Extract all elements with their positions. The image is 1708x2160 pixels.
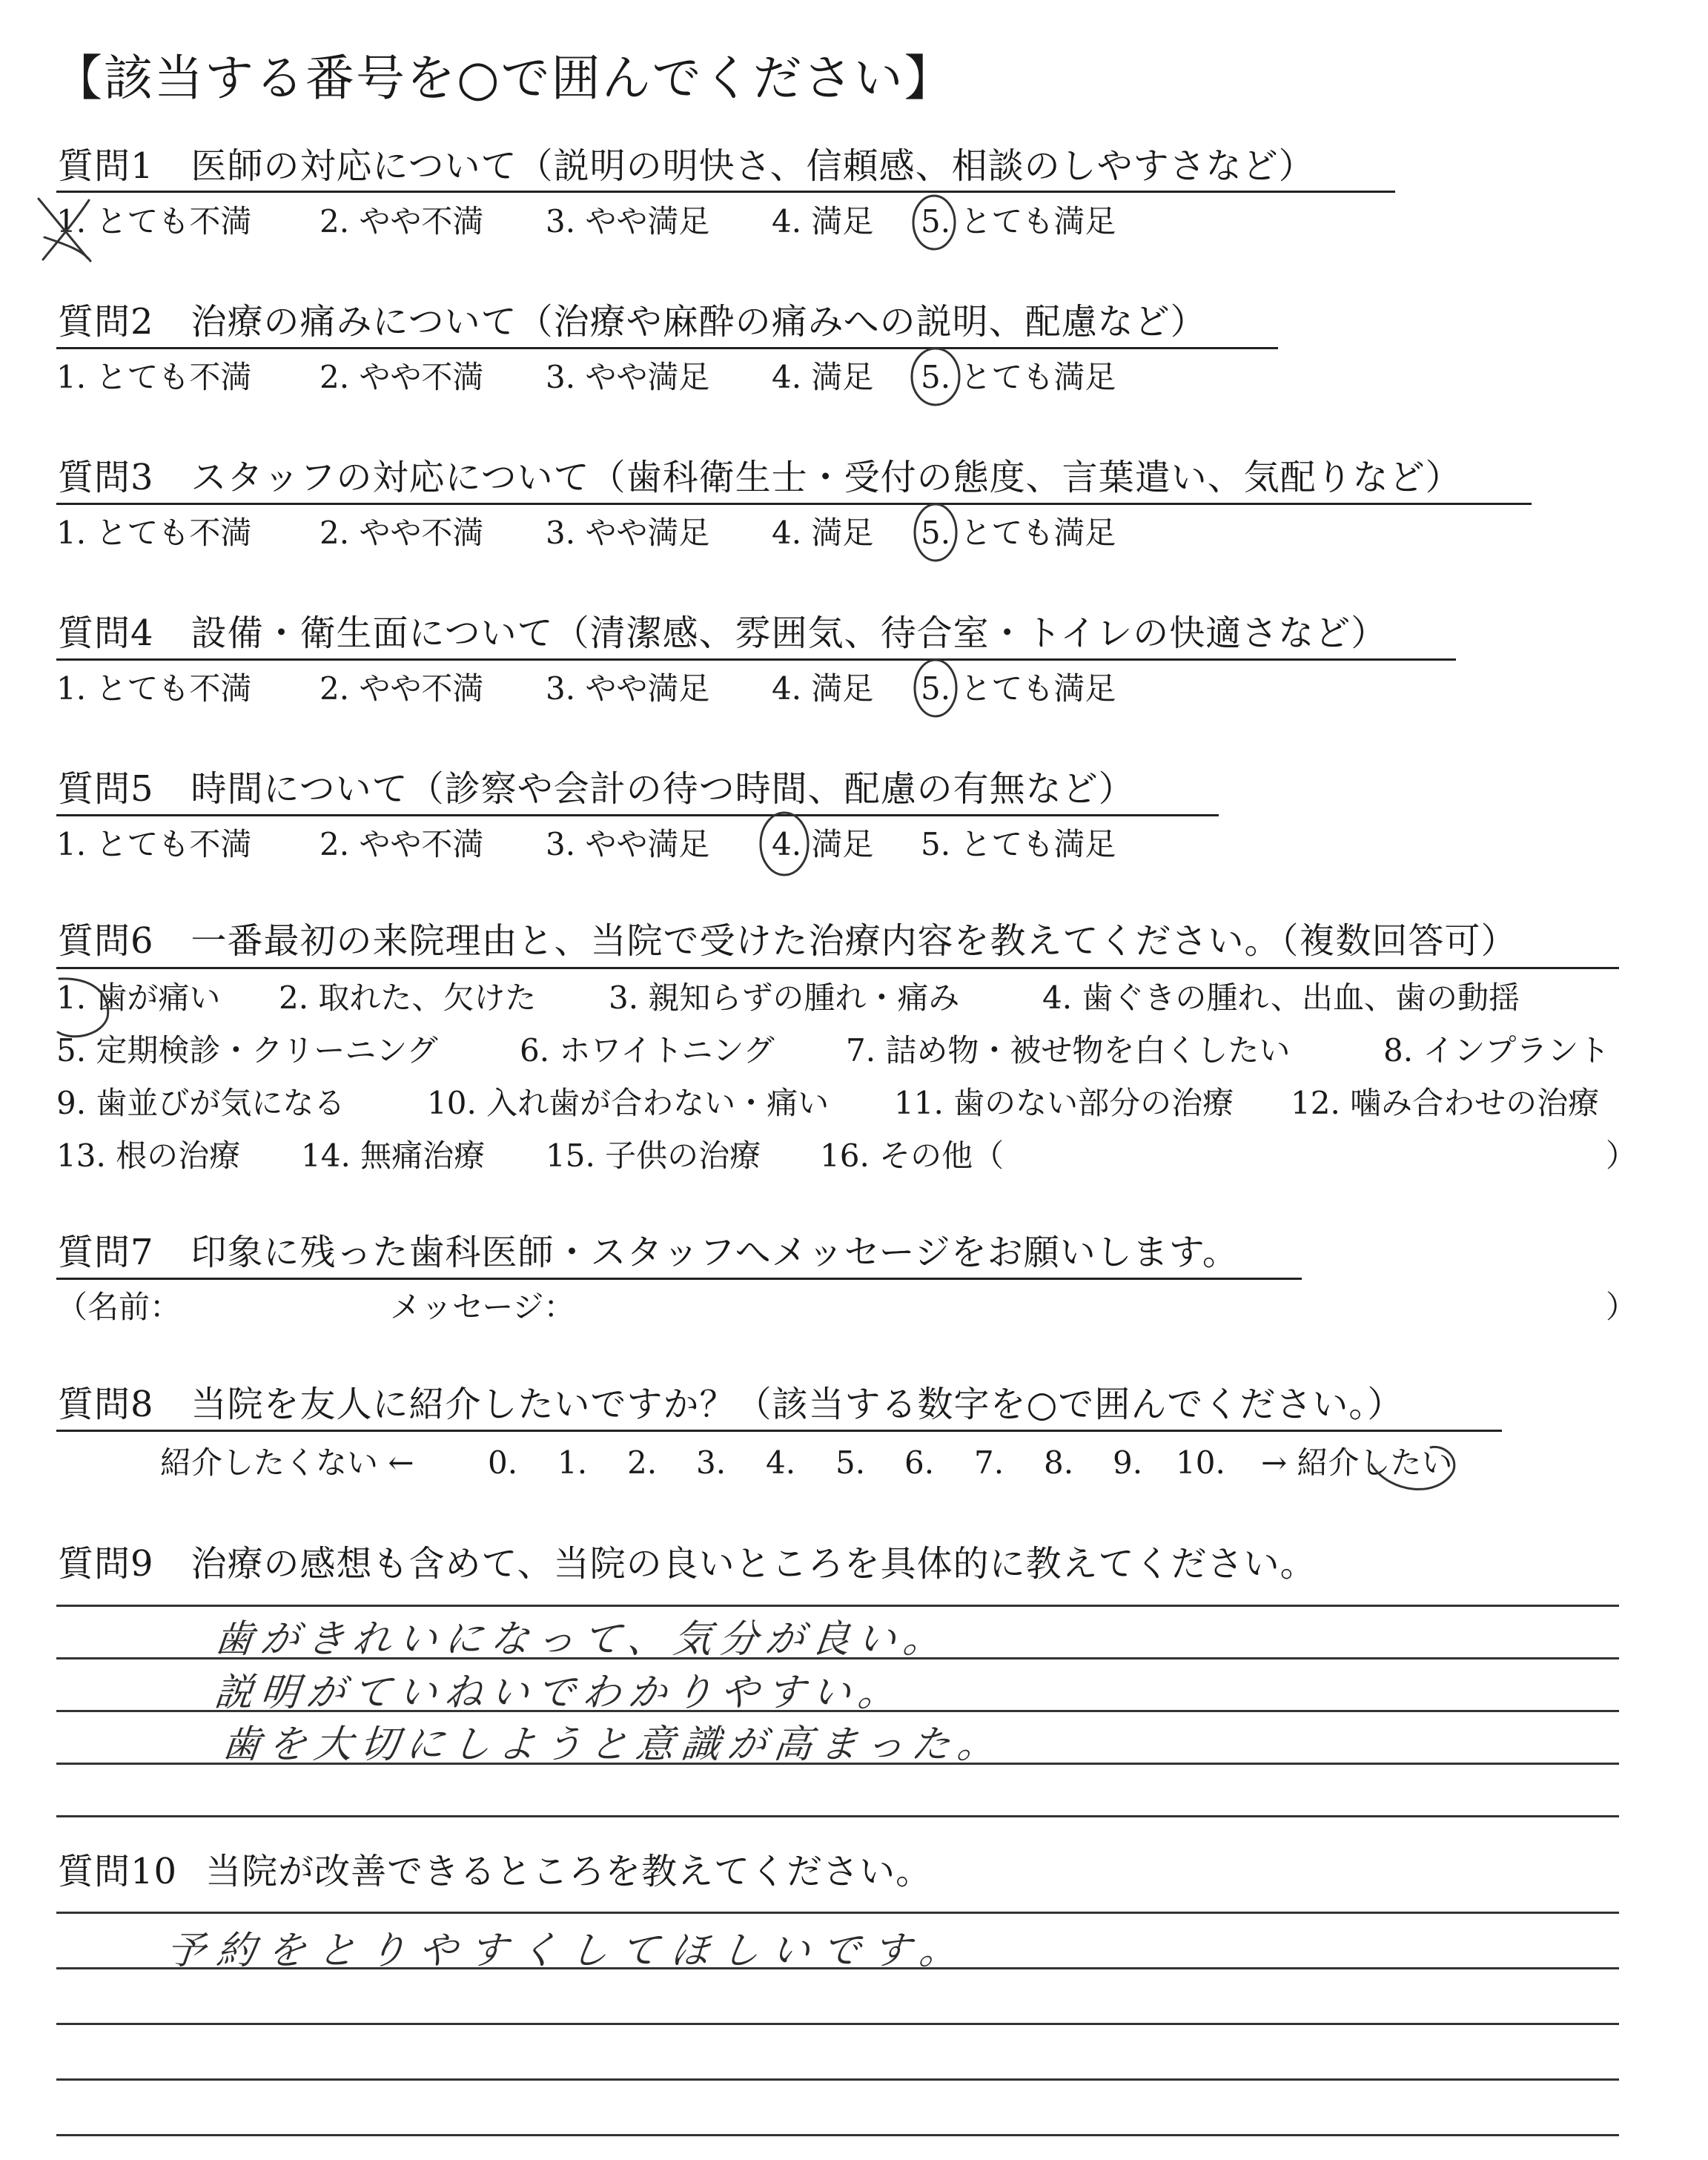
scale-7[interactable]: 7. — [974, 1444, 1004, 1481]
question-2-title — [58, 301, 1207, 343]
question-text: 時間について（診察や会計の待つ時間、配慮の有無など） — [191, 768, 1135, 810]
question-number: 質問8 — [58, 1384, 154, 1425]
question-rule — [56, 1278, 1302, 1280]
answer-line — [56, 1605, 1619, 1607]
scale-4[interactable]: 4. — [766, 1444, 796, 1481]
option-10[interactable]: 10. 入れ歯が合わない・痛い — [427, 1085, 830, 1121]
question-text: 治療の痛みについて（治療や麻酔の痛みへの説明、配慮など） — [191, 301, 1207, 343]
option-5[interactable]: 5. とても満足 — [921, 826, 1116, 862]
option-15[interactable]: 15. 子供の治療 — [546, 1137, 761, 1174]
question-10-title — [58, 1851, 933, 1892]
question-number: 質問6 — [58, 920, 154, 962]
scale-1[interactable]: 1. — [557, 1444, 588, 1481]
option-5[interactable]: 5. とても満足 — [921, 359, 1116, 395]
option-13[interactable]: 13. 根の治療 — [56, 1137, 241, 1174]
answer-line — [56, 1912, 1619, 1914]
name-label: （名前： — [56, 1289, 182, 1325]
answer-line — [56, 2023, 1619, 2025]
scale-2[interactable]: 2. — [627, 1444, 658, 1481]
question-7-title — [58, 1232, 1239, 1273]
answer-line — [56, 1815, 1619, 1817]
answer-line — [56, 2078, 1619, 2081]
option-12[interactable]: 12. 噛み合わせの治療 — [1291, 1085, 1600, 1121]
page-title: 【該当する番号を○で囲んでください】 — [53, 50, 955, 107]
question-rule — [56, 658, 1456, 661]
option-1[interactable]: 1. とても不満 — [56, 203, 252, 240]
question-rule — [56, 1430, 1502, 1432]
scale-0[interactable]: 0. — [488, 1444, 518, 1481]
option-4[interactable]: 4. 歯ぐきの腫れ、出血、歯の動揺 — [1042, 980, 1520, 1016]
question-rule — [56, 814, 1219, 816]
handwritten-answer: 予約をとりやすくしてほしいです。 — [164, 1929, 973, 1973]
scale-8[interactable]: 8. — [1044, 1444, 1074, 1481]
question-1-title — [58, 145, 1315, 187]
option-9[interactable]: 9. 歯並びが気になる — [56, 1085, 345, 1121]
question-text: 設備・衛生面について（清潔感、雰囲気、待合室・トイレの快適さなど） — [191, 612, 1388, 654]
option-4[interactable]: 4. 満足 — [772, 359, 874, 395]
question-number: 質問1 — [58, 145, 154, 187]
question-rule — [56, 967, 1619, 969]
option-3[interactable]: 3. やや満足 — [546, 203, 710, 240]
scale-3[interactable]: 3. — [696, 1444, 726, 1481]
scale-right-label[interactable]: → 紹介したい — [1261, 1444, 1453, 1481]
question-text: 治療の感想も含めて、当院の良いところを具体的に教えてください。 — [191, 1543, 1317, 1585]
question-text: 医師の対応について（説明の明快さ、信頼感、相談のしやすさなど） — [191, 145, 1315, 187]
option-4[interactable]: 4. 満足 — [772, 515, 874, 551]
option-3[interactable]: 3. やや満足 — [546, 515, 710, 551]
question-number: 質問10 — [58, 1851, 178, 1892]
option-11[interactable]: 11. 歯のない部分の治療 — [894, 1085, 1234, 1121]
option-14[interactable]: 14. 無痛治療 — [301, 1137, 486, 1174]
question-number: 質問5 — [58, 768, 154, 810]
question-3-title — [58, 457, 1462, 498]
option-3[interactable]: 3. やや満足 — [546, 670, 710, 707]
question-number: 質問7 — [58, 1232, 154, 1273]
option-2[interactable]: 2. やや不満 — [320, 515, 484, 551]
option-2[interactable]: 2. やや不満 — [320, 359, 484, 395]
option-16[interactable]: 16. その他（ — [820, 1137, 1004, 1174]
option-2[interactable]: 2. やや不満 — [320, 826, 484, 862]
option-1[interactable]: 1. とても不満 — [56, 359, 252, 395]
handwritten-answer: 説明がていねいでわかりやすい。 — [212, 1671, 907, 1715]
question-text: 一番最初の来院理由と、当院で受けた治療内容を教えてください。（複数回答可） — [191, 920, 1517, 962]
answer-line — [56, 2134, 1619, 2136]
question-number: 質問9 — [58, 1543, 154, 1585]
handwritten-answer: 歯がきれいになって、気分が良い。 — [212, 1617, 952, 1662]
option-4[interactable]: 4. 満足 — [772, 203, 874, 240]
scale-5[interactable]: 5. — [835, 1444, 866, 1481]
handwritten-answer: 歯を大切にしようと意識が高まった。 — [219, 1723, 1006, 1767]
option-8[interactable]: 8. インプラント — [1383, 1032, 1610, 1069]
question-9-title — [58, 1543, 1317, 1585]
option-16-close: ） — [1606, 1137, 1638, 1174]
cross-mark — [44, 237, 90, 261]
question-text: 当院が改善できるところを教えてください。 — [205, 1851, 933, 1892]
option-2[interactable]: 2. やや不満 — [320, 203, 484, 240]
question-rule — [56, 191, 1395, 193]
option-7[interactable]: 7. 詰め物・被せ物を白くしたい — [846, 1032, 1291, 1069]
option-1[interactable]: 1. とても不満 — [56, 515, 252, 551]
question-rule — [56, 347, 1278, 349]
option-3[interactable]: 3. やや満足 — [546, 359, 710, 395]
scale-10[interactable]: 10. — [1176, 1444, 1225, 1481]
option-4[interactable]: 4. 満足 — [772, 826, 874, 862]
option-2[interactable]: 2. 取れた、欠けた — [279, 980, 537, 1016]
option-6[interactable]: 6. ホワイトニング — [520, 1032, 775, 1069]
question-4-title — [58, 612, 1388, 654]
option-4[interactable]: 4. 満足 — [772, 670, 874, 707]
option-5[interactable]: 5. とても満足 — [921, 670, 1116, 707]
option-3[interactable]: 3. やや満足 — [546, 826, 710, 862]
option-1[interactable]: 1. とても不満 — [56, 826, 252, 862]
option-5[interactable]: 5. とても満足 — [921, 203, 1116, 240]
question-number: 質問2 — [58, 301, 154, 343]
scale-6[interactable]: 6. — [904, 1444, 935, 1481]
question-5-title — [58, 768, 1135, 810]
scale-9[interactable]: 9. — [1113, 1444, 1143, 1481]
option-1[interactable]: 1. 歯が痛い — [56, 980, 221, 1016]
question-text: スタッフの対応について（歯科衛生士・受付の態度、言葉遣い、気配りなど） — [191, 457, 1462, 498]
question-number: 質問3 — [58, 457, 154, 498]
question-8-title — [58, 1384, 1404, 1425]
message-label: メッセージ： — [390, 1289, 575, 1325]
question-rule — [56, 503, 1532, 505]
question-6-title — [58, 920, 1517, 962]
option-1[interactable]: 1. とても不満 — [56, 670, 252, 707]
option-3[interactable]: 3. 親知らずの腫れ・痛み — [609, 980, 960, 1016]
option-5[interactable]: 5. とても満足 — [921, 515, 1116, 551]
scale-left-label: 紹介したくない ← — [160, 1444, 414, 1481]
question-number: 質問4 — [58, 612, 154, 654]
field-close: ） — [1606, 1289, 1638, 1325]
question-text: 当院を友人に紹介したいですか？（該当する数字を○で囲んでください。） — [191, 1384, 1404, 1425]
option-5[interactable]: 5. 定期検診・クリーニング — [56, 1032, 438, 1069]
question-text: 印象に残った歯科医師・スタッフへメッセージをお願いします。 — [191, 1232, 1239, 1273]
option-2[interactable]: 2. やや不満 — [320, 670, 484, 707]
